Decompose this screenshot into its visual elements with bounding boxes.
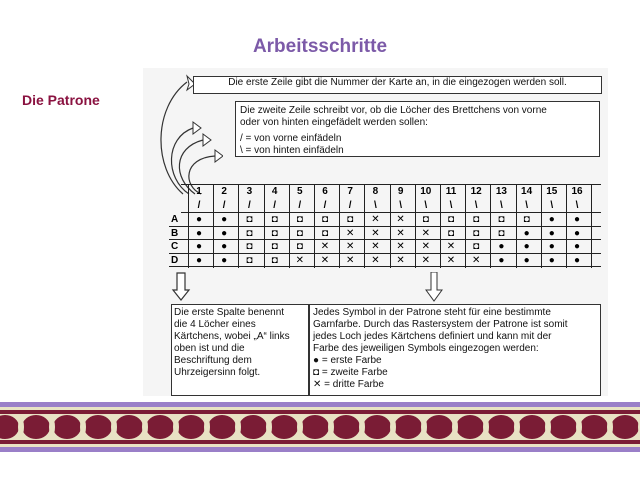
grid-symbol: ● — [498, 254, 505, 266]
band-gap — [514, 418, 520, 436]
band-bottom-stripe — [0, 440, 640, 444]
grid-symbol: ◘ — [447, 227, 455, 239]
direction-mark: / — [222, 200, 226, 211]
grid-symbol: ● — [548, 254, 555, 266]
direction-mark: \ — [500, 200, 503, 211]
grid-symbol: ✕ — [421, 227, 430, 239]
grid-symbol: ● — [221, 227, 228, 239]
band-diamond — [363, 415, 391, 439]
card-number: 14 — [521, 186, 533, 197]
card-number: 9 — [397, 186, 404, 197]
grid-symbol: ● — [195, 254, 203, 266]
grid-symbol: ◘ — [473, 241, 480, 252]
band-diamond — [332, 415, 360, 439]
column-note-line: die 4 Löcher eines — [174, 319, 256, 330]
direction-note-line: oder von hinten eingefädelt werden sollen: — [240, 117, 428, 128]
band-gap — [421, 418, 427, 436]
band-gap — [607, 418, 613, 436]
grid-symbol: ● — [221, 214, 228, 225]
band-gap — [359, 418, 365, 436]
band-gap — [204, 418, 210, 436]
grid-line — [541, 184, 542, 268]
grid-symbol: ● — [548, 227, 555, 239]
direction-mark: / — [273, 200, 276, 211]
legend-item — [313, 355, 597, 367]
legend-text: = erste Farbe — [321, 355, 382, 366]
grid-line — [188, 184, 189, 268]
column-note — [171, 304, 309, 396]
card-number: 3 — [246, 186, 253, 197]
band-diamond — [239, 415, 267, 439]
grid-symbol: ● — [221, 241, 228, 252]
band-diamond — [611, 415, 639, 439]
grid-line — [169, 266, 601, 267]
grid-line — [465, 184, 466, 268]
card-number: 2 — [221, 186, 227, 197]
grid-symbol: ◘ — [271, 241, 278, 252]
card-number: 6 — [322, 186, 328, 197]
grid-symbol: ✕ — [471, 254, 481, 266]
grid-symbol: ✕ — [421, 254, 430, 266]
band-gap — [173, 418, 179, 436]
grid-line — [516, 184, 517, 268]
grid-line — [390, 184, 391, 268]
band-gap — [545, 418, 551, 436]
band-diamond — [518, 415, 546, 439]
direction-note-line: Die zweite Zeile schreibt vor, ob die Löcher des Brettchens von vorne — [240, 105, 547, 116]
grid-line — [440, 184, 441, 268]
grid-symbol: ◘ — [523, 214, 530, 225]
direction-mark: \ — [550, 200, 554, 211]
pattern-scan — [143, 68, 608, 396]
grid-symbol: ✕ — [371, 254, 380, 266]
legend-text: = zweite Farbe — [321, 367, 388, 378]
grid-symbol: ● — [195, 241, 203, 252]
column-note-line: Beschriftung dem — [174, 355, 252, 366]
grid-symbol: ✕ — [345, 254, 355, 266]
grid-line — [566, 184, 567, 268]
symbol-note-line: Farbe des jeweiligen Symbols eingezogen werden: — [313, 343, 539, 354]
band-diamond — [394, 415, 422, 439]
grid-line — [591, 184, 592, 268]
band-gap — [142, 418, 148, 436]
row-label: D — [171, 254, 179, 266]
card-number-note: Die erste Zeile gibt die Nummer der Karte an, in die eingezogen werden soll. — [193, 76, 602, 94]
column-note-line: oben ist und die — [174, 343, 245, 354]
symbol-note-line: Jedes Symbol in der Patrone steht für eine bestimmte — [313, 307, 551, 318]
grid-symbol: ✕ — [421, 241, 430, 252]
down-arrow-icon — [425, 272, 445, 302]
band-gap — [452, 418, 458, 436]
grid-line — [339, 184, 340, 268]
legend-symbol: ◘ — [313, 367, 320, 378]
card-number: 16 — [571, 186, 583, 197]
grid-symbol: ✕ — [396, 227, 405, 239]
grid-symbol: ● — [523, 254, 530, 266]
grid-line — [169, 253, 601, 254]
legend-text: = dritte Farbe — [324, 379, 384, 390]
grid-symbol: ✕ — [320, 254, 330, 266]
direction-mark: \ — [449, 200, 453, 211]
card-number: 7 — [347, 186, 353, 197]
grid-line — [238, 184, 239, 268]
grid-line — [289, 184, 290, 268]
band-gap — [235, 418, 241, 436]
grid-line — [169, 226, 601, 227]
direction-mark: \ — [474, 200, 478, 211]
column-note-line: Die erste Spalte benennt — [174, 307, 285, 318]
grid-symbol: ◘ — [246, 254, 253, 266]
card-number: 12 — [470, 186, 482, 197]
grid-symbol: ◘ — [473, 214, 480, 225]
grid-line — [314, 184, 315, 268]
column-note-line: Kärtchens, wobei „A“ links — [174, 331, 290, 342]
band-gap — [266, 418, 272, 436]
band-gap — [576, 418, 582, 436]
grid-symbol: ● — [195, 214, 203, 225]
grid-symbol: ● — [195, 227, 203, 239]
card-number: 13 — [495, 186, 507, 197]
grid-symbol: ● — [548, 214, 555, 225]
grid-line — [213, 184, 214, 268]
grid-symbol: ◘ — [271, 227, 278, 239]
direction-mark: / — [348, 200, 352, 211]
band-diamond — [580, 415, 608, 439]
grid-symbol: ◘ — [296, 227, 303, 239]
band-gap — [18, 418, 24, 436]
symbol-note-line: jedes Loch jedes Kärtchens definiert und kann mit der — [313, 331, 552, 342]
grid-symbol: ● — [523, 241, 530, 252]
grid-symbol: ✕ — [371, 241, 380, 252]
band-gap — [328, 418, 334, 436]
threading-grid — [169, 182, 602, 266]
band-diamond — [208, 415, 236, 439]
band-gap — [483, 418, 489, 436]
grid-line — [264, 184, 265, 268]
grid-symbol: ✕ — [396, 254, 405, 266]
grid-symbol: ✕ — [396, 241, 405, 252]
direction-mark: \ — [525, 200, 528, 211]
band-bottom-edge — [0, 447, 640, 452]
grid-symbol: ◘ — [321, 214, 329, 225]
direction-mark: \ — [575, 200, 579, 211]
row-label: B — [171, 227, 179, 239]
band-top-edge — [0, 402, 640, 407]
grid-symbol: ✕ — [396, 214, 405, 225]
grid-line — [490, 184, 491, 268]
band-gap — [111, 418, 117, 436]
direction-note — [235, 101, 600, 157]
grid-symbol: ✕ — [371, 227, 380, 239]
legend-symbol: ✕ — [313, 379, 322, 390]
grid-symbol: ◘ — [296, 241, 303, 252]
grid-symbol: ◘ — [246, 214, 253, 225]
direction-key-backward: \ = von hinten einfädeln — [240, 145, 344, 156]
section-label: Die Patrone — [22, 92, 100, 108]
grid-symbol: ◘ — [246, 227, 253, 239]
grid-symbol: ● — [573, 241, 581, 252]
card-number: 4 — [271, 186, 278, 197]
band-gap — [80, 418, 86, 436]
grid-symbol: ◘ — [296, 214, 303, 225]
row-label: A — [171, 214, 179, 225]
grid-symbol: ✕ — [320, 241, 330, 252]
band-top-stripe — [0, 410, 640, 414]
band-gap — [390, 418, 396, 436]
card-number: 10 — [420, 186, 432, 197]
grid-symbol: ◘ — [347, 214, 354, 225]
grid-line — [181, 212, 601, 213]
grid-symbol: ◘ — [498, 214, 505, 225]
direction-key-forward: / = von vorne einfädeln — [240, 133, 342, 144]
grid-symbol: ◘ — [473, 227, 480, 239]
card-number: 5 — [297, 186, 303, 197]
symbol-note — [309, 304, 601, 396]
card-number: 8 — [372, 186, 379, 197]
grid-line — [181, 184, 601, 185]
grid-symbol: ● — [498, 241, 505, 252]
grid-symbol: ✕ — [295, 254, 304, 266]
band-diamond — [270, 415, 298, 439]
grid-symbol: ◘ — [271, 254, 278, 266]
band-diamond — [177, 415, 205, 439]
direction-mark: \ — [424, 200, 428, 211]
band-gap — [49, 418, 55, 436]
direction-mark: / — [248, 200, 251, 211]
woven-band-image — [0, 400, 640, 454]
legend-item — [313, 379, 597, 391]
direction-mark: / — [298, 200, 302, 211]
card-number: 15 — [546, 186, 558, 197]
grid-line — [415, 184, 416, 268]
symbol-note-line: Garnfarbe. Durch das Rastersystem der Patrone ist somit — [313, 319, 568, 330]
grid-symbol: ● — [548, 241, 555, 252]
direction-mark: / — [323, 200, 327, 211]
band-diamond — [146, 415, 174, 439]
grid-symbol: ✕ — [345, 241, 355, 252]
band-gap — [297, 418, 303, 436]
grid-symbol: ◘ — [246, 241, 253, 252]
band-diamond — [53, 415, 81, 439]
grid-symbol: ● — [573, 254, 581, 266]
band-diamond — [301, 415, 329, 439]
grid-symbol: ◘ — [498, 227, 505, 239]
grid-symbol: ◘ — [422, 214, 429, 225]
band-diamond — [425, 415, 453, 439]
grid-symbol: ● — [221, 254, 228, 266]
band-diamond — [22, 415, 50, 439]
grid-line — [364, 184, 365, 268]
grid-symbol: ● — [523, 227, 530, 239]
band-diamond — [115, 415, 143, 439]
card-number: 1 — [196, 186, 202, 197]
grid-symbol: ✕ — [345, 227, 355, 239]
direction-mark: / — [197, 200, 201, 211]
band-diamond — [549, 415, 577, 439]
legend-symbol: ● — [313, 355, 320, 366]
grid-symbol: ◘ — [447, 214, 455, 225]
band-diamond — [84, 415, 112, 439]
band-diamond — [456, 415, 484, 439]
grid-line — [169, 239, 601, 240]
direction-mark: \ — [374, 200, 377, 211]
band-diamond — [487, 415, 515, 439]
grid-symbol: ✕ — [446, 254, 456, 266]
card-number: 11 — [445, 186, 457, 197]
grid-symbol: ◘ — [271, 214, 278, 225]
grid-symbol: ✕ — [371, 214, 380, 225]
page-title: Arbeitsschritte — [252, 36, 388, 57]
row-label: C — [171, 241, 179, 252]
grid-symbol: ● — [573, 214, 581, 225]
grid-symbol: ● — [573, 227, 581, 239]
legend-item — [313, 367, 597, 379]
grid-symbol: ✕ — [446, 241, 456, 252]
column-note-line: Uhrzeigersinn folgt. — [174, 367, 261, 378]
grid-symbol: ◘ — [321, 227, 329, 239]
direction-mark: \ — [399, 200, 402, 211]
